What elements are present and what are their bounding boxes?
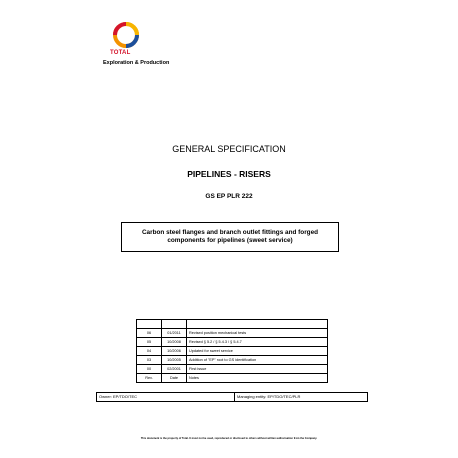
rev-cell: 00 (137, 365, 162, 374)
spec-title: PIPELINES - RISERS (187, 169, 271, 179)
rev-cell: 06 (137, 329, 162, 338)
table-row (137, 365, 328, 374)
date-header: Date (162, 374, 187, 383)
table-row (137, 338, 328, 347)
date-cell: 01/2011 (162, 329, 187, 338)
date-cell: 02/2001 (162, 365, 187, 374)
date-cell: 10/2006 (162, 347, 187, 356)
owner-label: Owner: EP/TDO/TEC (97, 393, 235, 401)
rev-header: Rev. (137, 374, 162, 383)
notes-cell: First issue (187, 365, 328, 374)
property-disclaimer: This document is the property of Total. It must not be used, reproduced or disclosed to others without written authorisation from the Company. (140, 437, 318, 440)
spec-code: GS EP PLR 222 (205, 193, 253, 200)
notes-cell: Revised § 5.2 / § 5.4.3 / § 5.4.7 (187, 338, 328, 347)
rev-cell (137, 320, 162, 329)
table-header-row (137, 374, 328, 383)
rev-cell: 05 (137, 338, 162, 347)
revision-table (136, 319, 328, 383)
table-row (137, 320, 328, 329)
spec-description: Carbon steel flanges and branch outlet fittings and forged components for pipelines (sweet service) (141, 229, 319, 244)
logo-wordmark: TOTAL (110, 50, 131, 56)
date-cell: 10/2008 (162, 338, 187, 347)
date-cell: 10/2005 (162, 356, 187, 365)
table-row (137, 347, 328, 356)
table-row (137, 356, 328, 365)
description-box (121, 222, 339, 252)
notes-cell: Revised position mechanical tests (187, 329, 328, 338)
date-cell (162, 320, 187, 329)
notes-cell (187, 320, 328, 329)
managing-entity-label: Managing entity: EP/TDO/TEC/PLR (237, 394, 301, 399)
ownership-box (96, 392, 368, 402)
total-logo-icon (108, 18, 144, 52)
spec-category: GENERAL SPECIFICATION (172, 144, 286, 154)
rev-cell: 04 (137, 347, 162, 356)
rev-cell: 03 (137, 356, 162, 365)
notes-cell: Updated for sweet service (187, 347, 328, 356)
notes-header: Notes (187, 374, 328, 383)
table-row (137, 329, 328, 338)
notes-cell: Addition of "EP" root to GS identification (187, 356, 328, 365)
division-label: Exploration & Production (103, 60, 170, 66)
